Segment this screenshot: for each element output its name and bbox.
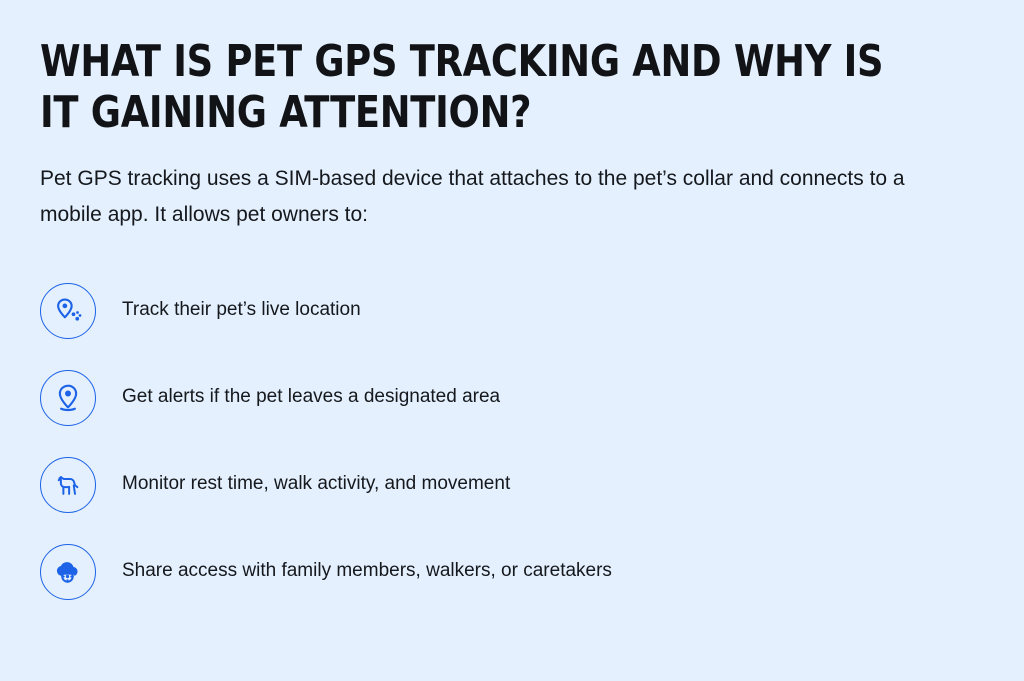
list-item [40, 441, 984, 528]
dog-activity-icon [40, 457, 96, 513]
list-item-label: Monitor rest time, walk activity, and movement [122, 473, 511, 495]
list-item-label: Get alerts if the pet leaves a designated area [122, 386, 501, 408]
list-item [40, 528, 984, 615]
list-item-label: Track their pet’s live location [122, 299, 361, 321]
feature-list [40, 267, 984, 615]
list-item [40, 267, 984, 354]
cloud-share-icon [40, 544, 96, 600]
list-item-label: Share access with family members, walkers, or caretakers [122, 560, 612, 582]
location-pin-alert-icon [40, 370, 96, 426]
location-pin-paw-icon [40, 283, 96, 339]
page-title: WHAT IS PET GPS TRACKING AND WHY IS IT GAINING ATTENTION? [40, 36, 884, 139]
list-item [40, 354, 984, 441]
intro-paragraph: Pet GPS tracking uses a SIM-based device that attaches to the pet’s collar and connects to a mobile app. It allows pet owners to: [40, 166, 905, 227]
